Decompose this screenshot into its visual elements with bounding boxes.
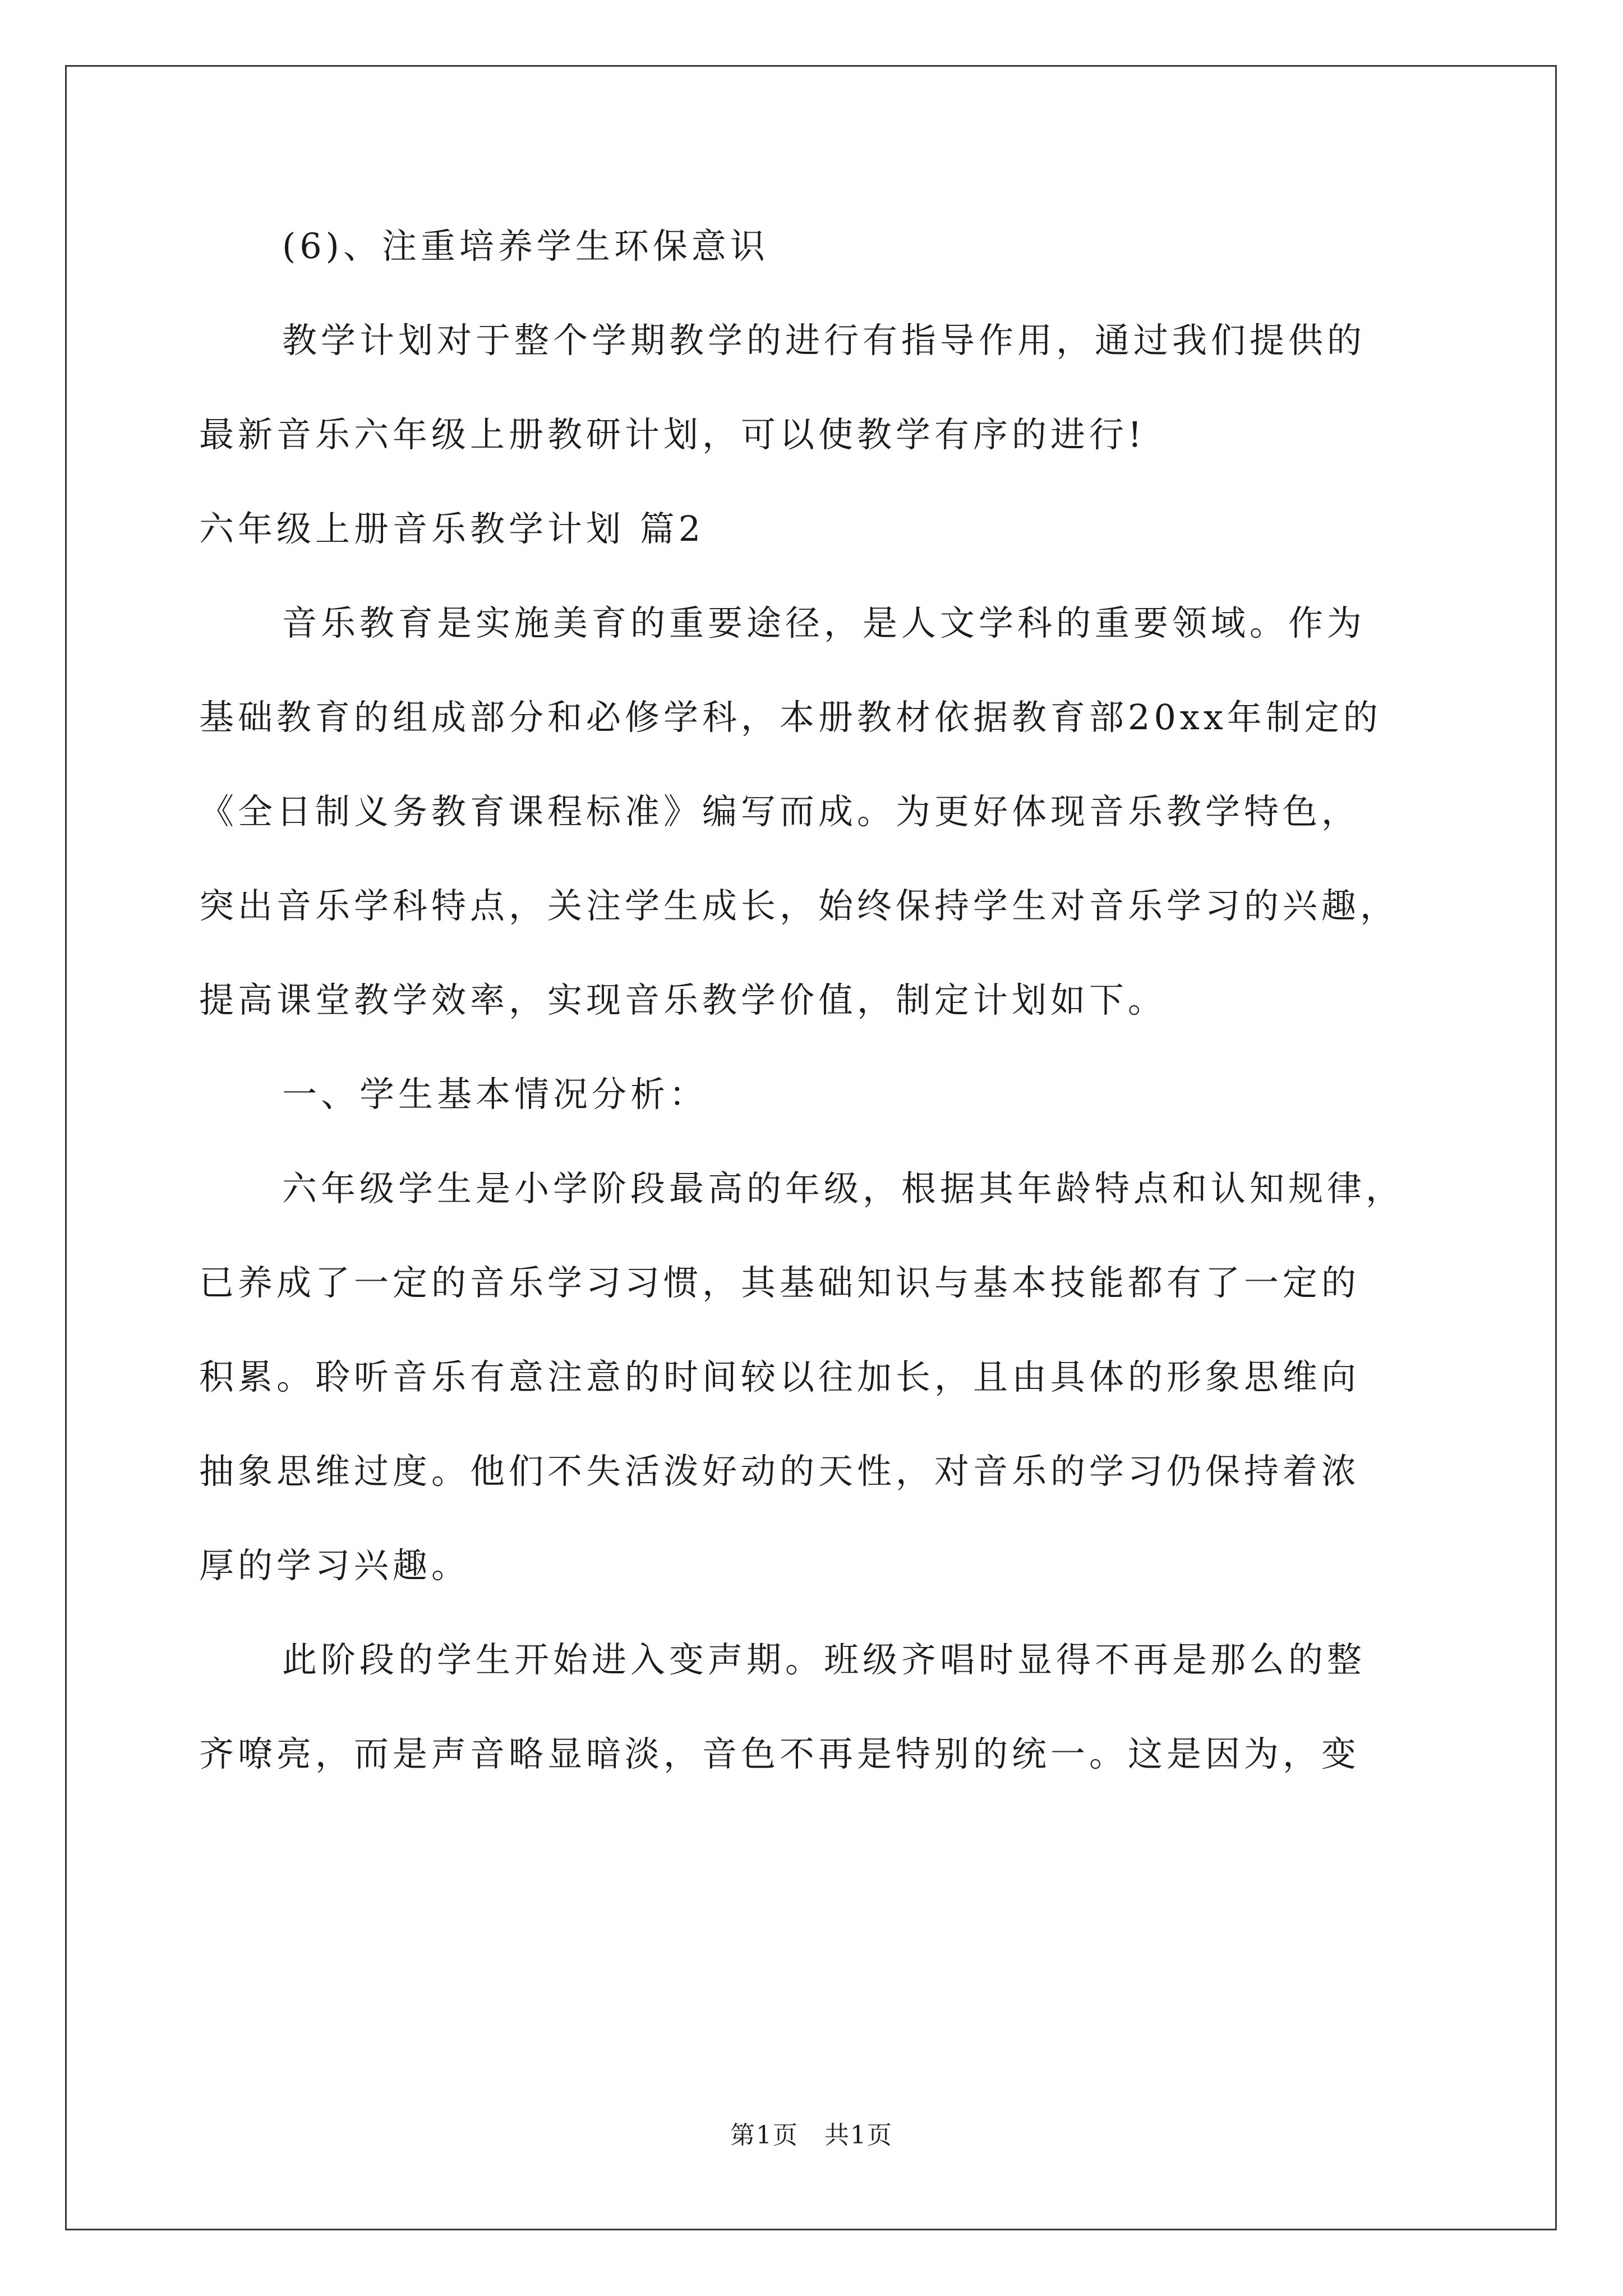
text-line: 突出音乐学科特点，关注学生成长，始终保持学生对音乐学习的兴趣，	[199, 885, 1399, 926]
text-line: 六年级学生是小学阶段最高的年级，根据其年龄特点和认知规律，	[282, 1168, 1405, 1209]
text-line: 齐嘹亮，而是声音略显暗淡，音色不再是特别的统一。这是因为，变	[199, 1733, 1361, 1774]
text-line: 此阶段的学生开始进入变声期。班级齐唱时显得不再是那么的整	[282, 1639, 1366, 1680]
text-line: 基础教育的组成部分和必修学科，本册教材依据教育部20xx年制定的	[199, 697, 1382, 738]
text-line: 抽象思维过度。他们不失活泼好动的天性，对音乐的学习仍保持着浓	[199, 1451, 1361, 1492]
text-line: 《全日制义务教育课程标准》编写而成。为更好体现音乐教学特色，	[199, 791, 1361, 832]
page-footer: 第1页 共1页	[730, 2121, 893, 2150]
text-line: 厚的学习兴趣。	[199, 1545, 471, 1586]
text-line: 教学计划对于整个学期教学的进行有指导作用，通过我们提供的	[282, 320, 1366, 361]
text-line: 音乐教育是实施美育的重要途径，是人文学科的重要领域。作为	[282, 602, 1366, 643]
text-line: 已养成了一定的音乐学习习惯，其基础知识与基本技能都有了一定的	[199, 1262, 1361, 1303]
text-line: 积累。聆听音乐有意注意的时间较以往加长，且由具体的形象思维向	[199, 1356, 1361, 1397]
text-line: 最新音乐六年级上册教研计划，可以使教学有序的进行!	[199, 414, 1146, 455]
text-line: (6)、注重培养学生环保意识	[282, 226, 769, 266]
section-heading: 六年级上册音乐教学计划 篇2	[199, 508, 705, 549]
text-line: 提高课堂教学效率，实现音乐教学价值，制定计划如下。	[199, 979, 1167, 1020]
document-body	[199, 199, 1427, 1801]
subsection-heading: 一、学生基本情况分析：	[282, 1074, 708, 1115]
